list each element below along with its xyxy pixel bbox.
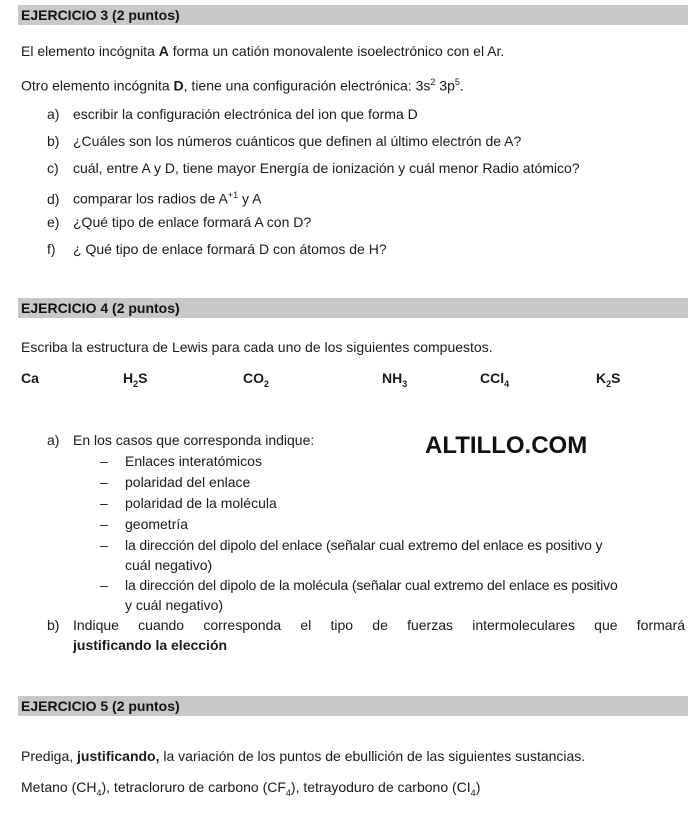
- ex3-item-b: [47, 132, 521, 150]
- item-text: y A: [238, 190, 262, 207]
- compound-ca: [21, 370, 39, 386]
- ex4-item-b-text: Indique cuando corresponda el tipo de fuerzas intermoleculares que formará: [73, 617, 685, 633]
- ex4-header: EJERCICIO 4 (2 puntos): [18, 298, 688, 318]
- text: Otro elemento incógnita: [21, 77, 174, 94]
- formula: H: [123, 370, 134, 386]
- item-text: comparar los radios de A: [73, 190, 228, 207]
- bullet-text: cuál negativo): [125, 557, 213, 573]
- bullet-text: polaridad del enlace: [125, 474, 251, 490]
- item-letter: c): [47, 160, 59, 176]
- ex3-intro-1: [21, 42, 504, 60]
- subscript: 2: [606, 378, 612, 389]
- ex4-item-b-bold: justificando la elección: [73, 637, 228, 653]
- bullet-text: y cuál negativo): [125, 597, 224, 613]
- ex5-header: EJERCICIO 5 (2 puntos): [18, 696, 688, 716]
- subscript: 4: [96, 787, 102, 798]
- superscript: 5: [454, 77, 460, 87]
- item-letter: b): [47, 617, 60, 633]
- item-letter: a): [47, 106, 60, 122]
- bullet-text: polaridad de la molécula: [125, 495, 277, 511]
- text: ): [475, 779, 481, 795]
- subscript: 2: [264, 378, 270, 389]
- formula: S: [611, 370, 621, 386]
- compound-k2s: [596, 370, 620, 389]
- ex3-header: EJERCICIO 3 (2 puntos): [18, 5, 688, 25]
- text: ), tetracloruro de carbono (CF: [101, 779, 286, 795]
- text: , tiene una configuración electrónica: 3s: [183, 77, 431, 94]
- superscript: 2: [430, 77, 436, 87]
- bullet-text: la dirección del dipolo de la molécula (señalar cual extremo del enlace es positivo: [125, 577, 618, 593]
- dash: –: [100, 474, 108, 490]
- item-text: En los casos que corresponda indique:: [73, 432, 315, 448]
- item-text: ¿Qué tipo de enlace formará A con D?: [73, 214, 312, 230]
- formula: Ca: [21, 370, 39, 386]
- ex5-line-2: [21, 778, 480, 802]
- item-text: escribir la configuración electrónica del ion que forma D: [73, 106, 418, 122]
- bold-text: justificando,: [77, 748, 160, 764]
- compound-nh3: [382, 370, 407, 389]
- item-text: ¿ Qué tipo de enlace formará D con átomos de H?: [73, 241, 387, 257]
- text: El elemento incógnita: [21, 43, 159, 59]
- compound-co2: [243, 370, 269, 389]
- text: ), tetrayoduro de carbono (CI: [290, 779, 471, 795]
- bullet-text: la dirección del dipolo del enlace (señalar cual extremo del enlace es positivo y: [125, 537, 603, 553]
- superscript: +1: [227, 190, 239, 200]
- subscript: 4: [470, 787, 476, 798]
- bullet-text: geometría: [125, 516, 189, 532]
- formula: CO: [243, 370, 264, 386]
- formula: CCl: [480, 370, 505, 386]
- dash: –: [100, 495, 108, 511]
- formula: K: [596, 370, 607, 386]
- text: forma un catión monovalente isoelectrónico con el Ar.: [168, 43, 505, 59]
- bullet-text: Enlaces interatómicos: [125, 453, 262, 469]
- dash: –: [100, 453, 108, 469]
- subscript: 3: [402, 378, 408, 389]
- item-letter: e): [47, 214, 60, 230]
- subscript: 4: [504, 378, 510, 389]
- compound-h2s: [123, 370, 147, 389]
- item-text: ¿Cuáles son los números cuánticos que definen al último electrón de A?: [73, 133, 522, 149]
- ex4-item-b-letter: [47, 616, 73, 634]
- subscript: 2: [133, 378, 139, 389]
- text: Metano (CH: [21, 779, 97, 795]
- element-d: D: [173, 77, 184, 94]
- text: la variación de los puntos de ebullición de las siguientes sustancias.: [159, 748, 586, 764]
- text: Prediga,: [21, 748, 78, 764]
- dash: –: [100, 537, 108, 553]
- item-letter: a): [47, 432, 60, 448]
- formula: S: [138, 370, 148, 386]
- ex3-item-e: [47, 213, 311, 231]
- ex4-item-a: [47, 431, 314, 449]
- dash: –: [100, 577, 108, 593]
- dash: –: [100, 516, 108, 532]
- ex3-item-d: [47, 186, 261, 208]
- item-text: cuál, entre A y D, tiene mayor Energía de ionización y cuál menor Radio atómico?: [73, 160, 580, 176]
- formula: NH: [382, 370, 403, 386]
- element-a: A: [158, 43, 169, 59]
- ex5-line-1: [21, 747, 585, 765]
- ex3-item-f: [47, 240, 387, 258]
- ex4-intro: Escriba la estructura de Lewis para cada uno de los siguientes compuestos.: [21, 339, 493, 355]
- compound-ccl4: [480, 370, 509, 389]
- subscript: 4: [285, 787, 291, 798]
- watermark: ALTILLO.COM: [425, 432, 588, 459]
- item-letter: d): [47, 190, 60, 207]
- ex3-item-c: [47, 159, 580, 177]
- item-letter: b): [47, 133, 60, 149]
- text: 3p: [435, 77, 455, 94]
- text: .: [459, 77, 464, 94]
- item-letter: f): [47, 241, 56, 257]
- ex3-intro-2: [21, 73, 464, 95]
- ex3-item-a: [47, 105, 418, 123]
